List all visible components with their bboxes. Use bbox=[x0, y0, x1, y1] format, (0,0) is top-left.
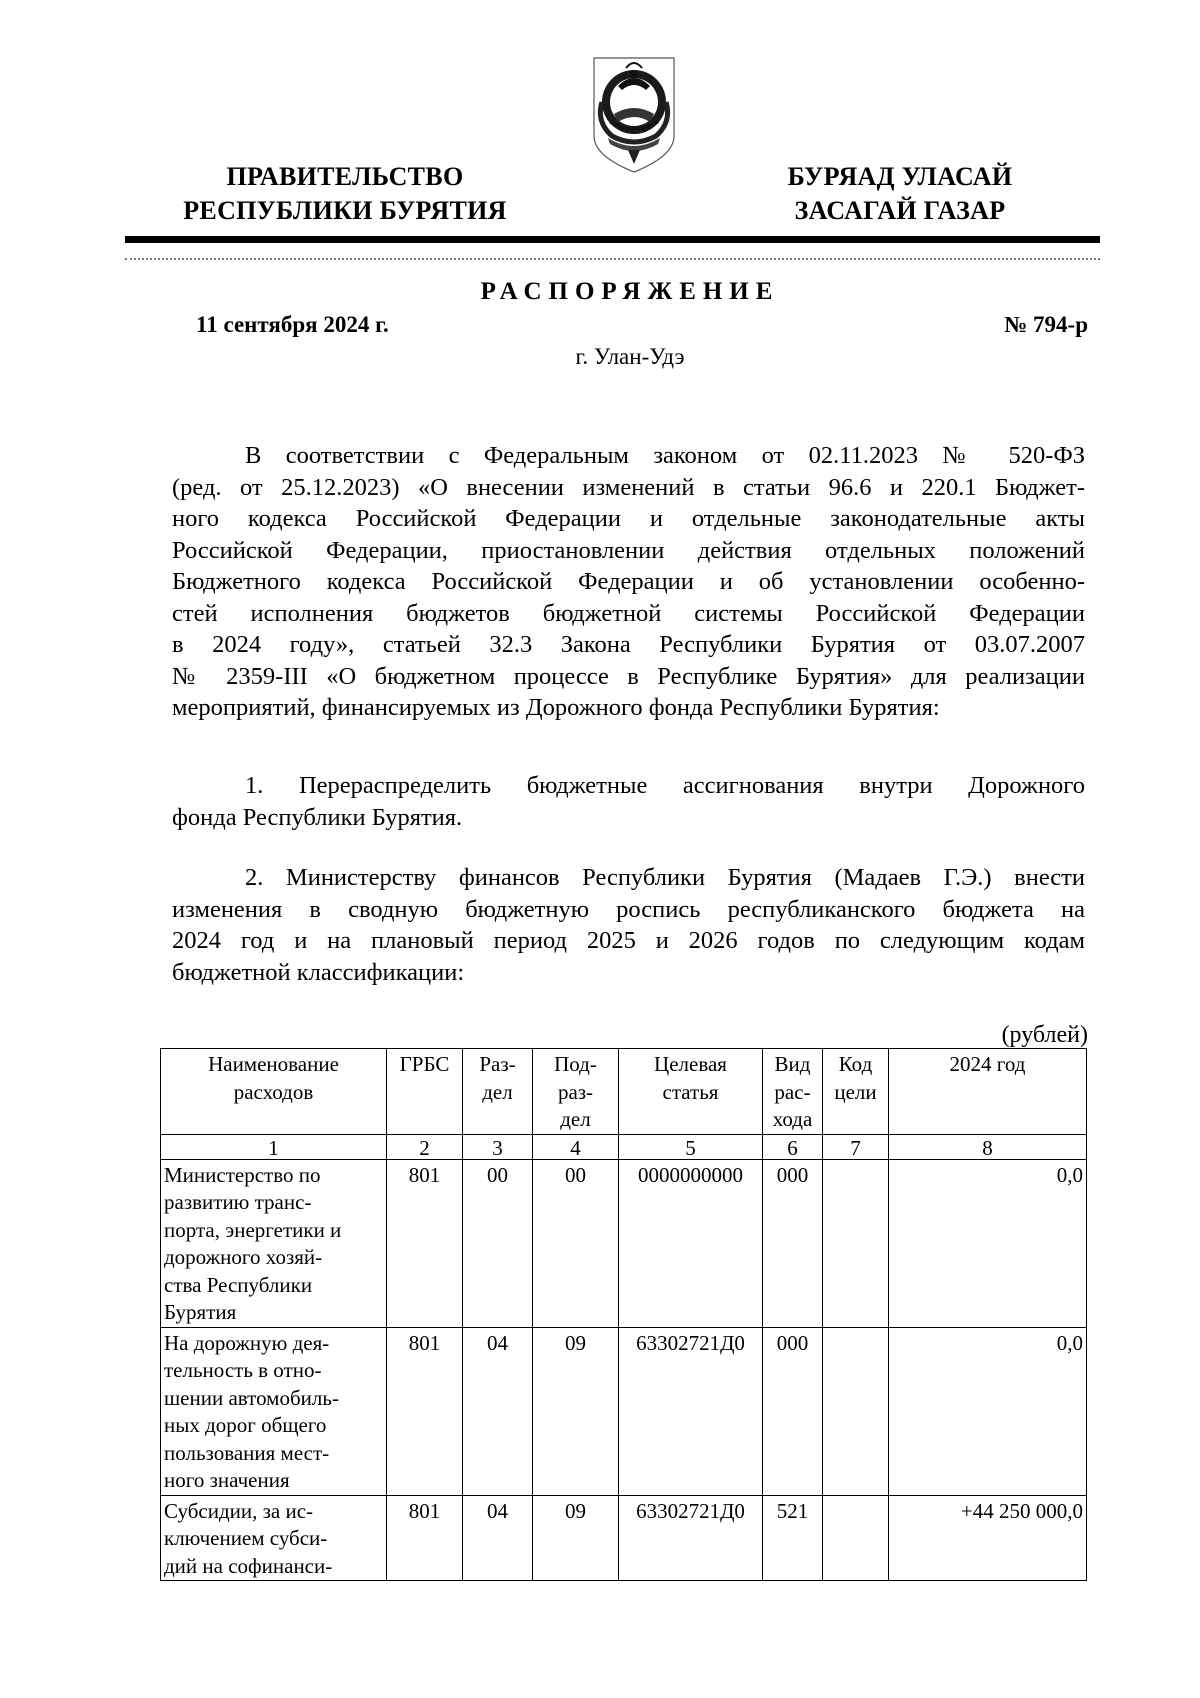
paragraph-item-1 bbox=[172, 770, 1085, 833]
text-line: 2. Министерству финансов Республики Бурятия (Мадаев Г.Э.) внести bbox=[245, 864, 1085, 891]
table-column-numbers bbox=[161, 1134, 1087, 1159]
paragraph-item-2 bbox=[172, 862, 1085, 988]
header-amount: 2024 год bbox=[889, 1049, 1087, 1135]
cell-statya: 63302721Д0 bbox=[619, 1327, 763, 1495]
cell-vid: 000 bbox=[763, 1159, 823, 1327]
header-kod: Код цели bbox=[823, 1049, 889, 1135]
column-number: 8 bbox=[889, 1134, 1087, 1159]
column-number: 7 bbox=[823, 1134, 889, 1159]
document-date: 11 сентября 2024 г. bbox=[196, 312, 389, 337]
text-line: изменения в сводную бюджетную роспись республиканского бюджета на bbox=[172, 895, 1085, 923]
text-line: 2024 год и на плановый период 2025 и 2026 годов по следующим кодам bbox=[172, 927, 1085, 954]
table-units-label: (рублей) bbox=[1001, 1022, 1088, 1048]
cell-razdel: 00 bbox=[463, 1159, 533, 1327]
budget-table bbox=[160, 1048, 1087, 1581]
document-number: № 794-р bbox=[1004, 312, 1088, 337]
paragraph-preamble bbox=[172, 440, 1085, 724]
cell-amount: +44 250 000,0 bbox=[889, 1495, 1087, 1581]
cell-vid: 000 bbox=[763, 1327, 823, 1495]
table-row bbox=[161, 1159, 1087, 1327]
cell-statya: 0000000000 bbox=[619, 1159, 763, 1327]
cell-grbs: 801 bbox=[387, 1327, 463, 1495]
cell-podrazdel: 09 bbox=[533, 1327, 619, 1495]
text-line: В соответствии с Федеральным законом от 02.11.2023 № 520-ФЗ bbox=[245, 442, 1085, 469]
text-line: мероприятий, финансируемых из Дорожного фонда Республики Бурятия: bbox=[172, 694, 940, 721]
text-line: № 2359-III «О бюджетном процессе в Республике Бурятия» для реализации bbox=[172, 662, 1085, 690]
text-line: бюджетной классификации: bbox=[172, 958, 465, 986]
cell-kod bbox=[823, 1159, 889, 1327]
cell-grbs: 801 bbox=[387, 1495, 463, 1581]
cell-name: Субсидии, за ис- ключением субси- дий на софинанси- bbox=[161, 1495, 387, 1581]
cell-amount: 0,0 bbox=[889, 1159, 1087, 1327]
cell-razdel: 04 bbox=[463, 1327, 533, 1495]
column-number: 4 bbox=[533, 1134, 619, 1159]
cell-name: На дорожную дея- тельность в отно- шении автомобиль- ных дорог общего пользования мест- ного значения bbox=[161, 1327, 387, 1495]
org-name-russian bbox=[160, 160, 530, 228]
cell-statya: 63302721Д0 bbox=[619, 1495, 763, 1581]
column-number: 5 bbox=[619, 1134, 763, 1159]
column-number: 6 bbox=[763, 1134, 823, 1159]
cell-name: Министерство по развитию транс- порта, энергетики и дорожного хозяй- ства Республики Бурятия bbox=[161, 1159, 387, 1327]
org-name-line: ПРАВИТЕЛЬСТВО bbox=[226, 162, 464, 191]
header-podrazdel: Под- раз- дел bbox=[533, 1049, 619, 1135]
document-title: РАСПОРЯЖЕНИЕ bbox=[480, 278, 780, 305]
column-number: 1 bbox=[161, 1134, 387, 1159]
cell-podrazdel: 00 bbox=[533, 1159, 619, 1327]
text-line: в 2024 году», статьей 32.3 Закона Республики Бурятия от 03.07.2007 bbox=[172, 631, 1085, 658]
org-name-line: БУРЯАД УЛАСАЙ bbox=[787, 162, 1013, 191]
cell-kod bbox=[823, 1495, 889, 1581]
table-row bbox=[161, 1327, 1087, 1495]
document-city: г. Улан-Удэ bbox=[575, 344, 685, 369]
text-line: стей исполнения бюджетов бюджетной системы Российской Федерации bbox=[172, 599, 1085, 627]
table-header-row bbox=[161, 1049, 1087, 1135]
coat-of-arms-emblem bbox=[588, 52, 680, 176]
header-vid: Вид рас- хода bbox=[763, 1049, 823, 1135]
column-number: 3 bbox=[463, 1134, 533, 1159]
text-line: (ред. от 25.12.2023) «О внесении изменений в статьи 96.6 и 220.1 Бюджет- bbox=[172, 473, 1085, 501]
header-razdel: Раз- дел bbox=[463, 1049, 533, 1135]
org-name-line: ЗАСАГАЙ ГАЗАР bbox=[794, 196, 1006, 225]
header-name: Наименование расходов bbox=[161, 1049, 387, 1135]
cell-razdel: 04 bbox=[463, 1495, 533, 1581]
cell-podrazdel: 09 bbox=[533, 1495, 619, 1581]
header-divider-thin bbox=[125, 258, 1100, 260]
text-line: Бюджетного кодекса Российской Федерации и об установлении особенно- bbox=[172, 568, 1085, 595]
text-line: Российской Федерации, приостановлении действия отдельных положений bbox=[172, 536, 1085, 564]
org-name-line: РЕСПУБЛИКИ БУРЯТИЯ bbox=[183, 196, 507, 225]
text-line: 1. Перераспределить бюджетные ассигнования внутри Дорожного bbox=[245, 772, 1085, 799]
header-grbs: ГРБС bbox=[387, 1049, 463, 1135]
column-number: 2 bbox=[387, 1134, 463, 1159]
cell-vid: 521 bbox=[763, 1495, 823, 1581]
cell-kod bbox=[823, 1327, 889, 1495]
cell-amount: 0,0 bbox=[889, 1327, 1087, 1495]
text-line: ного кодекса Российской Федерации и отдельные законодательные акты bbox=[172, 505, 1085, 532]
text-line: фонда Республики Бурятия. bbox=[172, 803, 463, 831]
cell-grbs: 801 bbox=[387, 1159, 463, 1327]
header-statya: Целевая статья bbox=[619, 1049, 763, 1135]
table-row bbox=[161, 1495, 1087, 1581]
header-divider-thick bbox=[125, 236, 1100, 243]
org-name-buryat bbox=[760, 160, 1040, 228]
